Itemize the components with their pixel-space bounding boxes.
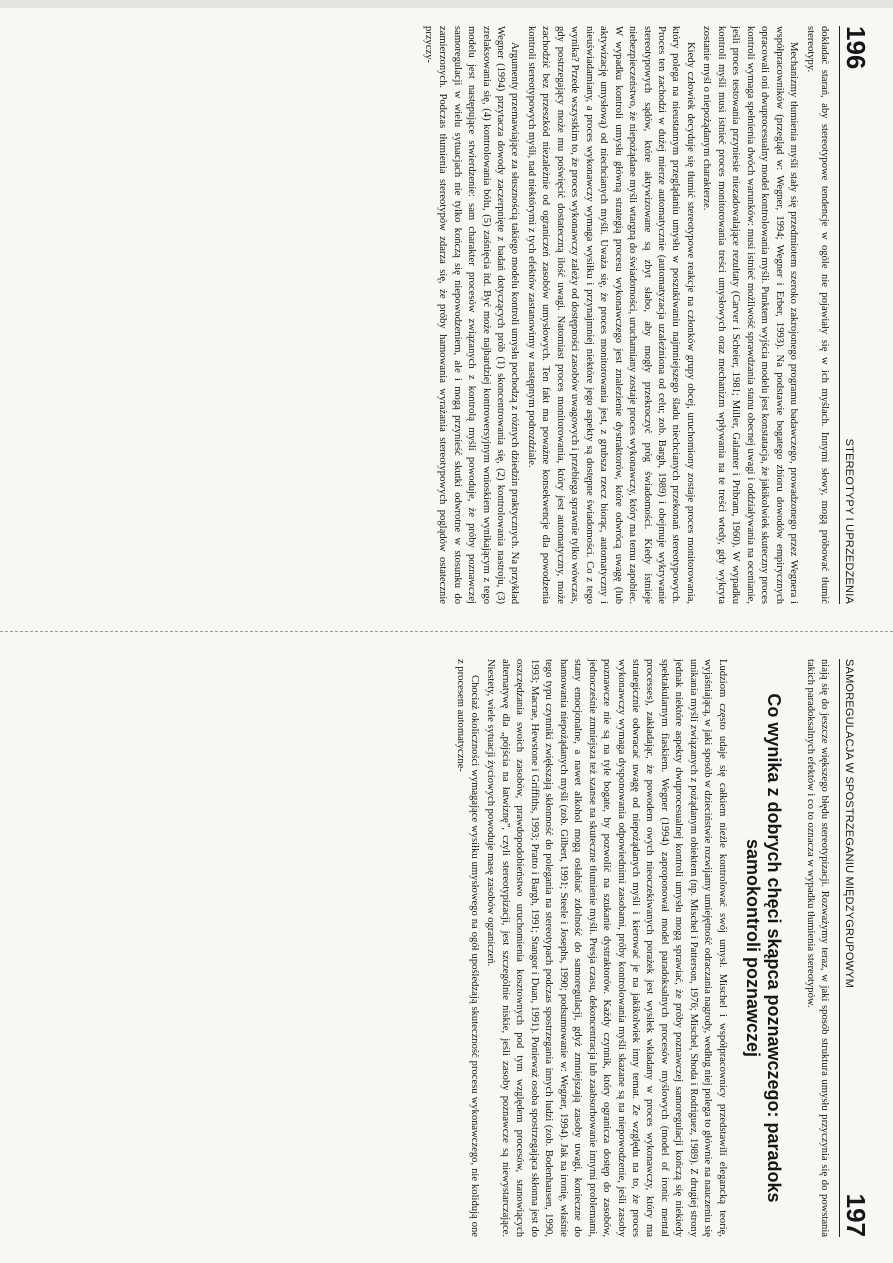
- section-heading: Co wynika z dobrych chęci skąpca poznawczego: paradoks samokontroli poznawczej: [743, 693, 785, 1203]
- right-page: [0, 633, 893, 1263]
- right-page-number: 197: [841, 1193, 871, 1237]
- right-running-header: SAMOREGULACJA W SPOSTRZEGANIU MIĘDZYGRUPOWYM: [843, 659, 855, 989]
- left-page-header: [839, 26, 869, 604]
- paragraph: Chociaż okoliczności wymagające wysiłku umysłowego na ogół upośledzają skuteczność procesu wykonawczego, nie kolidują one z procesem automatyczne-: [454, 659, 481, 1237]
- right-page-region: [0, 633, 893, 1263]
- left-page: [0, 0, 893, 630]
- paragraph: Ludziom często udaje się całkiem nieźle kontrolować swój umysł. Mischel i współpracownicy przedstawili elegancką teorię, wyjaśniającą, w jaki sposób w dzieciństwie rozwijamy umiejętność odraczania nagrody, według niej polega to głównie na nauczeniu się unikania myśli związanych z pożądanym obiektem (np. Mischel i Patterson, 1976; Mischel, Shoda i Rodriguez, 1989). Z drugiej strony jednak niektóre aspekty dwuprocesualnej kontroli umysłu mogą sprawiać, że próby poznawczej samoregulacji kończą się niekiedy spektakularnym fiaskiem. Wegner (1994) zaproponował model paradoksalnych procesów myślowych (model of ironic mental processes), zakładając, że powodem owych nieoczekiwanych porażek jest wysiłek wkładany w proces wykonawczy, który ma strategicznie odwracać uwagę od niepożądanych myśli i kierować je na jakikolwiek inny temat. Ze względu na to, że proces wykonawczy wymaga dysponowania odpowiednimi zasobami, próby kontrolowania myśli skazane są na niepowodzenie, jeśli zasoby poznawcze nie są na tyle bogate, by pozwolić na szukanie dystraktorów. Każdy czynnik, który ogranicza dostęp do zasobów, jednocześnie zmniejsza też szanse na skuteczne tłumienie myśli. Presja czasu, dekoncentracja lub zaabsorbowanie innymi problemami, stany emocjonalne, a nawet alkohol mogą osłabiać zdolność do samoregulacji, gdyż zmniejszają zasoby uwagi, konieczne do hamowania niepożądanych myśli (zob. Gilbert, 1991; Steele i Josephs, 1990; podsumowanie w: Wegner, 1994). Jak na ironię, właśnie tego typu czynniki zwiększają skłonność do polegania na stereotypach podczas spostrzegania innych ludzi (zob. Bodenhausen, 1990, 1993; Macrae, Hewstone i Griffiths, 1993; Pratto i Bargh, 1991; Stangor i Duan, 1991). Ponieważ osoba spostrzegająca skłonna jest do oszczędzania swoich zasobów, prawdopodobieństwo uruchomienia kosztownych pod tym względem procesów, stanowiących alternatywę dla „pójścia na łatwiznę”, czyli stereotypizacji, jest szczególnie niskie, jeśli zasoby poznawcze są niewystarczające. Niestety, wiele sytuacji życiowych powoduje masę zasobów ograniczeń.: [485, 659, 728, 1237]
- left-page-number: 196: [841, 26, 871, 70]
- paragraph: Kiedy człowiek decyduje się tłumić stereotypowe reakcje na członków grupy obcej, uruchomiony zostaje proces monitorowania, który polega na nieustannym przeglądaniu umysłu w poszukiwaniu najmniejszego śladu niechcianych przekonań stereotypowych. Proces ten zachodzi w dużej mierze automatycznie (automatyzacja uzależniona od celu; zob. Bargh, 1989) i obejmuje wykrywanie stereotypowych sądów, które aktywizowane są zbyt słabo, aby mogły przekroczyć próg świadomości. Kiedy istnieje niebezpieczeństwo, że niepożądane myśli wtargną do świadomości, uruchamiany zostaje proces wykonawczy, który ma temu zapobiec. W wypadku kontroli umysłu główną strategią procesu wykonawczego jest znalezienie dystraktorów, które odwrócą uwagę (lub aktywizację umysłową) od niechcianych myśli. Uważa się, że proces monitorowania jest, z grubsza rzecz biorąc, automatyczny i nieuświadamiany, a proces wykonawczy wymaga wysiłku i przynajmniej niektóre jego aspekty są dostępne świadomości. Co z tego wynika? Przede wszystkim to, że proces wykonawczy zależy od dostępności zasobów uwagowych i przebiega sprawnie tylko wówczas, gdy postrzegający może mu poświęcić dostateczną ilość uwagi. Natomiast proces monitorowania, który jest automatyczny, może zachodzić bez przeszkód niezależnie od ograniczeń zasobów umysłowych. Ten fakt ma poważne konsekwencje dla powodzenia kontroli stereotypowych myśli, nad niektórymi z tych efektów zastanowimy w następnym podrozdziale.: [525, 26, 696, 604]
- right-page-header: [839, 659, 869, 1237]
- paragraph: niają się do jeszcze większego błędu stereotypizacji. Rozważymy teraz, w jaki sposób struktura umysłu przyczynia się do powstania takich paradoksalnych efektów i co to oznacza w wypadku tłumienia stereotypów.: [804, 659, 830, 1237]
- page-fold-divider: [0, 631, 893, 632]
- left-page-region: [0, 0, 893, 630]
- right-page-body: [452, 659, 831, 1237]
- paragraph: dokładać starań, aby stereotypowe tendencje w ogóle nie pojawiały się w ich myślach. Innymi słowy, mogą próbować tłumić stereotypy.: [804, 26, 830, 604]
- paragraph: Mechanizmy tłumienia myśli stały się przedmiotem szeroko zakrojonego programu badawczego, prowadzonego przez Wegnera i współpracowników (przegląd w: Wegner, 1994; Wegner i Erber, 1993). Na podstawie bogatego zbioru dowodów empirycznych opracowali oni dwuprocesualny model kontrolowania myśli. Punktem wyjścia modelu jest konstatacja, że jakikolwiek skuteczny proces kontroli wymaga spełnienia dwóch warunków: musi istnieć możliwość sprawdzania stanu obecnej uwagi i oddziaływania na ocenianie, jeśli proces testowania przyniesie niezadowalające rezultaty (Carver i Scheier, 1981; Miller, Galanter i Pribram, 1960). W wypadku kontroli myśli musi istnieć proces monitorowania treści umysłowych oraz mechanizm wpływania na te treści wtedy, gdy wykryta zostanie myśl o niepożądanym charakterze.: [701, 26, 800, 604]
- left-page-body: [420, 26, 831, 604]
- left-running-header: STEREOTYPY I UPRZEDZENIA: [843, 438, 855, 604]
- paragraph: Argumenty przemawiające za słusznością takiego modelu kontroli umysłu pochodzą z różnych dziedzin praktycznych. Na przykład Wegner (1994) przytacza dowody zaczerpnięte z badań dotyczących prób (1) skoncentrowania się, (2) kontrolowania nastroju, (3) zrelaksowania się, (4) kontrolowania bólu, (5) zaśnięcia itd. Być może najbardziej kontrowersyjnym wnioskiem wynikającym z tego modelu jest następujące stwierdzenie: sam charakter procesów związanych z kontrolą myśli powoduje, że próby poznawczej samoregulacji w wielu sytuacjach nie tylko kończą się niepowodzeniem, ale i mogą przynieść skutki odwrotne w stosunku do zamierzonych. Podczas tłumienia stereotypów zdarza się, że próby hamowania wyrażania stereotypowych poglądów ostatecznie przyczy-: [422, 26, 521, 604]
